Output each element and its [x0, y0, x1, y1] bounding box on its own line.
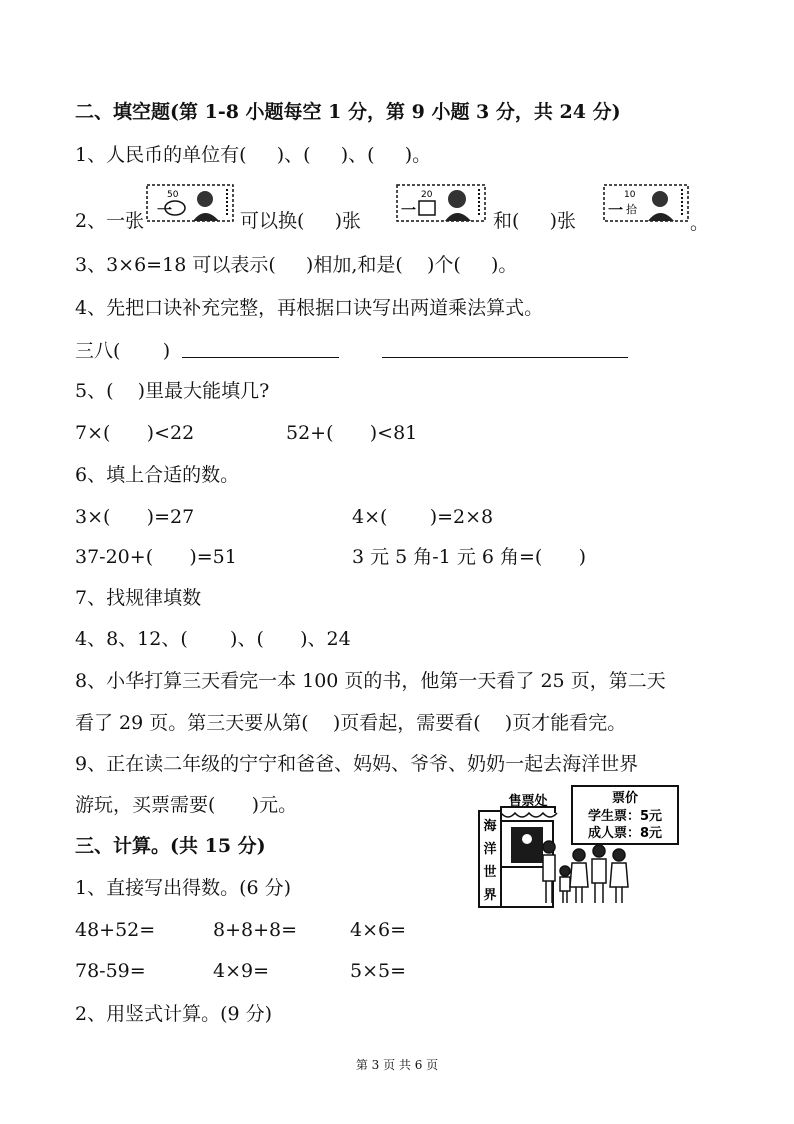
question-6: 6、填上合适的数。 [75, 464, 240, 486]
calc-row-1-col-2: 8+8+8= [213, 919, 298, 941]
calc-row-2-col-1: 78-59= [75, 960, 146, 982]
question-8-line-1: 8、小华打算三天看完一本 100 页的书，他第一天看了 25 页，第二天 [75, 670, 666, 692]
question-9-line-1: 9、正在读二年级的宁宁和爸爸、妈妈、爷爷、奶奶一起去海洋世界 [75, 753, 639, 775]
question-6-a: 3×( )=27 [75, 506, 195, 528]
question-5-b: 52+( )<81 [286, 422, 418, 444]
price-title: 票价 [611, 791, 639, 806]
price-adult: 成人票：8元 [587, 826, 663, 841]
section-2-heading: 二、填空题(第 1-8 小题每空 1 分，第 9 小题 3 分，共 24 分) [75, 101, 621, 123]
question-6-c: 37-20+( )=51 [75, 546, 237, 568]
question-9-line-2: 游玩，买票需要( )元。 [75, 794, 298, 816]
question-7: 7、找规律填数 [75, 587, 202, 609]
question-1: 1、人民币的单位有( )、( )、( )。 [75, 144, 432, 166]
banknote-10-icon [602, 181, 690, 225]
booth-sign: 售票处 [508, 794, 548, 809]
booth-char-1: 海 [483, 819, 497, 834]
question-6-b: 4×( )=2×8 [352, 506, 494, 528]
svg-text:一: 一 [157, 201, 173, 219]
calc-row-1-col-3: 4×6= [350, 919, 407, 941]
booth-char-4: 界 [483, 888, 497, 903]
section-3-sub-2: 2、用竖式计算。(9 分) [75, 1003, 273, 1025]
banknote-20-icon [395, 181, 487, 225]
svg-text:一: 一 [608, 201, 624, 219]
question-2-part-c: 和( )张 [493, 210, 577, 232]
question-5-a: 7×( )<22 [75, 422, 195, 444]
question-5: 5、( )里最大能填几? [75, 380, 270, 402]
booth-char-2: 洋 [483, 842, 497, 857]
banknote-50-value: 50 [167, 190, 179, 200]
section-3-heading: 三、计算。(共 15 分) [75, 835, 266, 857]
question-2-part-b: 可以换( )张 [240, 210, 362, 232]
question-6-d: 3 元 5 角-1 元 6 角=( ) [352, 546, 586, 568]
family-figures-icon [543, 841, 628, 903]
question-2-part-a: 2、一张 [75, 210, 145, 232]
ticket-booth-illustration [475, 783, 690, 911]
price-student: 学生票：5元 [587, 809, 663, 824]
banknote-50-icon [145, 181, 235, 225]
question-4-prompt: 三八( ) [75, 340, 171, 362]
question-4: 4、先把口诀补充完整，再根据口诀写出两道乘法算式。 [75, 297, 544, 319]
calc-row-1-col-1: 48+52= [75, 919, 156, 941]
booth-char-3: 世 [483, 865, 497, 880]
calc-row-2-col-2: 4×9= [213, 960, 270, 982]
question-3: 3、3×6=18 可以表示( )相加,和是( )个( )。 [75, 254, 518, 276]
answer-line-2[interactable] [382, 357, 628, 358]
section-3-sub-1: 1、直接写出得数。(6 分) [75, 877, 292, 899]
question-2-part-d: 。 [690, 212, 710, 234]
calc-row-2-col-3: 5×5= [350, 960, 407, 982]
svg-text:一: 一 [401, 201, 417, 219]
question-8-line-2: 看了 29 页。第三天要从第( )页看起，需要看( )页才能看完。 [75, 712, 627, 734]
answer-line-1[interactable] [182, 357, 339, 358]
svg-text:拾: 拾 [626, 203, 637, 216]
banknote-10-value: 10 [624, 190, 636, 200]
page-footer: 第 3 页 共 6 页 [355, 1058, 439, 1072]
banknote-20-value: 20 [421, 190, 433, 200]
question-7-sequence: 4、8、12、( )、( )、24 [75, 628, 351, 650]
